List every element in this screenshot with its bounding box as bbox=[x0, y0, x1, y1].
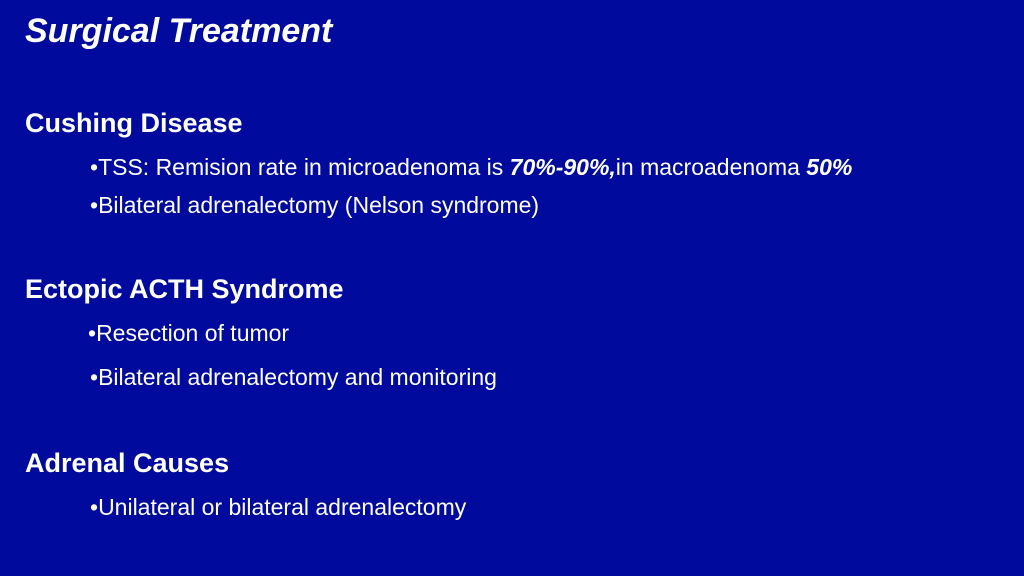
bullet-tss-remission bbox=[90, 154, 852, 181]
bullet-emphasis-microadenoma-rate: 70%-90%, bbox=[509, 154, 616, 180]
bullet-text: Unilateral or bilateral adrenalectomy bbox=[98, 494, 467, 520]
bullet-text: in macroadenoma bbox=[615, 154, 807, 180]
bullet-text: Bilateral adrenalectomy (Nelson syndrome) bbox=[98, 192, 540, 218]
bullet-unilateral-or-bilateral-adrenalectomy bbox=[90, 494, 466, 521]
bullet-emphasis-macroadenoma-rate: 50% bbox=[806, 154, 853, 180]
bullet-bilateral-adrenalectomy-nelson bbox=[90, 192, 539, 219]
section-heading-ectopic-acth: Ectopic ACTH Syndrome bbox=[25, 274, 344, 304]
section-heading-adrenal-causes: Adrenal Causes bbox=[25, 448, 230, 478]
bullet-marker: • bbox=[88, 320, 97, 346]
bullet-marker: • bbox=[90, 154, 99, 180]
bullet-bilateral-adrenalectomy-monitoring bbox=[90, 364, 497, 391]
bullet-text: Bilateral adrenalectomy and monitoring bbox=[98, 364, 497, 390]
bullet-text: Resection of tumor bbox=[96, 320, 290, 346]
bullet-marker: • bbox=[90, 494, 99, 520]
bullet-resection-of-tumor bbox=[88, 320, 289, 347]
bullet-text: TSS: Remision rate in microadenoma is bbox=[98, 154, 510, 180]
section-heading-cushing-disease: Cushing Disease bbox=[25, 108, 243, 138]
slide-title: Surgical Treatment bbox=[25, 12, 333, 50]
bullet-marker: • bbox=[90, 364, 99, 390]
bullet-marker: • bbox=[90, 192, 99, 218]
